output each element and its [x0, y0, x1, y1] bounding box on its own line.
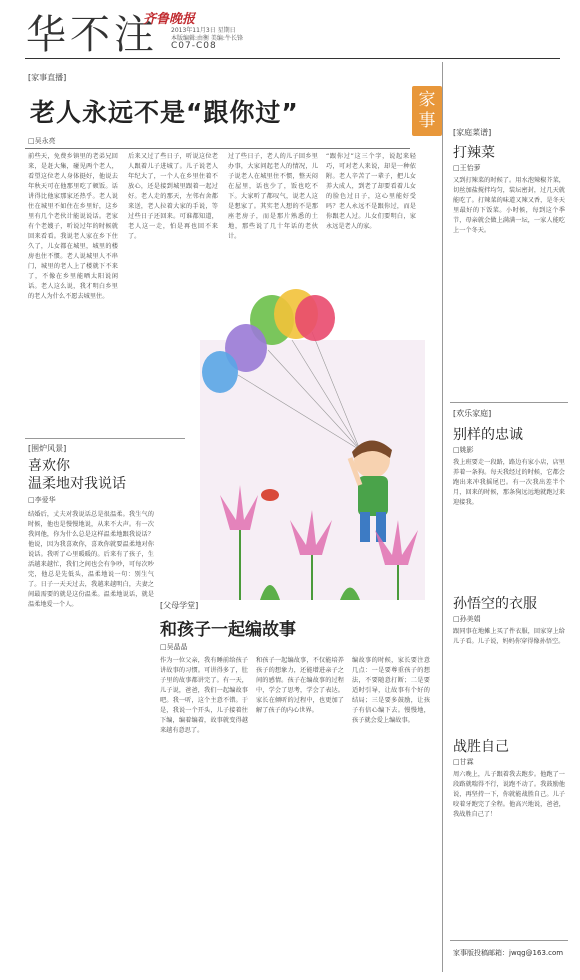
- self-byline: □甘霖: [453, 758, 474, 766]
- left-top-rule: [25, 438, 185, 439]
- loyalty-body: 我上班要走一段路，路边有家小店，店里养着一条狗。每天我经过的时候，它都会跑出来冲我摇尾巴。有一次我出差半个月，回来的时候，那条狗远远地就跑过来迎接我。: [453, 459, 565, 506]
- bottom-byline: □吴晶晶: [160, 643, 188, 651]
- recipe-headline: 打辣菜: [453, 145, 495, 161]
- masthead-rule: [25, 58, 560, 59]
- self-headline: 战胜自己: [453, 739, 509, 755]
- main-col-1: 前些天，免费乡镇里的老弟兄回来，是赶大集，碰见两个老人，看望这位老人身体挺好，他说去年秋天可在他那里吃了顿饭。话讲得比他家那家还热乎。老人说住在城里不如住在乡里好，这乡里有几个老伙计能说说话。老家有个老嫂子，听说过年的时候就回来看看。我说老人家在乡下住久了，儿女都在城里，城里的楼房也住不惯。老人说城里人不串门，城里的老人上了楼就下不来了，不像在乡里能晒太阳说闲话。老人这么说，我才明白乡里的老人为什么不愿去城里住。: [28, 153, 118, 300]
- page-range: C07-C08: [171, 41, 217, 51]
- loyalty-headline: 别样的忠诚: [453, 427, 523, 443]
- bottom-col-3: 编故事的时候，家长要注意几点：一是要尊重孩子的想法，不要随意打断；二是要适时引导，让故事有个好的结局；三是要多鼓励，让孩子有信心编下去。慢慢地，孩子就会爱上编故事。: [352, 657, 430, 724]
- wukong-headline: 孙悟空的衣服: [453, 596, 537, 612]
- editor-line: 本版编辑:由衡 美编:牛长锋: [171, 35, 243, 42]
- main-col-3: 过了些日子，老人的儿子回乡里办事，大家问起老人的情况，儿子说老人在城里住不惯，整天闷在屋里，话也少了，饭也吃不下。大家听了都叹气，说老人这是想家了。其实老人想的不是那座老房子，而是那片熟悉的土地，那些说了几十年话的老伙计。: [228, 153, 318, 240]
- recipe-byline: □王怡萝: [453, 164, 481, 172]
- section-tag-bottom: [父母学堂]: [160, 601, 199, 610]
- section-tag-left: [围炉风景]: [28, 444, 67, 453]
- illustration-boy-balloons: [200, 280, 425, 600]
- section-tag-happy: [欢乐家庭]: [453, 409, 492, 418]
- left-body: 结婚后，丈夫对我说话总是很温柔。我生气的时候，他也是慢慢地说，从来不大声。有一次我问他，你为什么总是这样温柔地跟我说话？他说，因为我喜欢你，喜欢你就要温柔地对你说话。我听了心里暖暖的。后来有了孩子，生活越来越忙，我们之间也会有争吵，可每次吵完，他总是先低头，温柔地说一句：别生气了。日子一天天过去，我越来越明白，夫妻之间最需要的就是这份温柔。温柔地说话，就是温柔地爱一个人。: [28, 511, 154, 608]
- right-divider: [442, 62, 443, 972]
- right-rule-2: [450, 940, 568, 941]
- date-line: 2013年11月3日 星期日: [171, 27, 236, 34]
- loyalty-byline: □姚影: [453, 446, 474, 454]
- wukong-byline: □孙美娟: [453, 615, 481, 623]
- bottom-headline: 和孩子一起编故事: [160, 620, 296, 640]
- main-headline: 老人永远不是“跟你过”: [30, 98, 299, 127]
- family-tag: 家事: [412, 86, 442, 136]
- masthead-title: 华不注: [26, 12, 158, 58]
- main-byline: □吴永亮: [28, 137, 56, 145]
- wukong-body: 跟同事在地摊上买了件衣服，回家穿上给儿子看。儿子说，妈妈你穿得像孙悟空。: [453, 628, 565, 645]
- right-rule-1: [450, 402, 568, 403]
- recipe-body: 又到打辣菜的时候了。用水泡辣椒芥菜，切丝加盐搅拌均匀，装坛密封，过几天就能吃了。打辣菜的味道又辣又香，是冬天里最好的下饭菜。小时候，每到这个季节，母亲就会做上满满一坛，一家人能吃上一个冬天。: [453, 177, 565, 234]
- main-col-2: 后来又过了些日子，听说这位老人跟着儿子进城了。儿子说老人年纪大了，一个人在乡里住着不放心，还是接到城里跟着一起过好。老人走的那天，左邻右舍都来送，老人拉着大家的手说，等过些日子还回来。可谁都知道，老人这一走，怕是再也回不来了。: [128, 153, 218, 240]
- section-tag-main: [家事直播]: [28, 73, 67, 82]
- main-col-4: “跟你过”这三个字，说起来轻巧，可对老人来说，却是一种依附。老人辛苦了一辈子，把儿女养大成人，到老了却要看着儿女的脸色过日子，这心里能好受吗？老人永远不是跟你过，而是你跟老人过。儿女们要明白，家永远是老人的家。: [326, 153, 416, 230]
- section-tag-recipe: [家庭菜谱]: [453, 128, 492, 137]
- self-body: 周六晚上，儿子跟着我去跑步。他跑了一段路就喘得不行，说跑不动了。我鼓励他说，再坚持一下，你就能战胜自己。儿子咬着牙跑完了全程。他高兴地说，爸爸，我战胜自己了！: [453, 771, 565, 818]
- paper-logo: 齐鲁晚报: [143, 12, 196, 27]
- footer-email: 家事版投稿邮箱：jwqg@163.com: [453, 949, 564, 957]
- left-headline: 喜欢你 温柔地对我说话: [28, 458, 126, 492]
- bottom-col-2: 和孩子一起编故事，不仅能培养孩子的想象力，还能增进亲子之间的感情。孩子在编故事的过程中，学会了思考，学会了表达。家长在倾听的过程中，也更加了解了孩子的内心世界。: [256, 657, 344, 714]
- bottom-col-1: 作为一位父亲，我有睡前给孩子讲故事的习惯。可讲得多了，肚子里的故事都讲完了。有一天，儿子说，爸爸，我们一起编故事吧。我一听，这个主意不错。于是，我说一个开头，儿子接着往下编，编着编着，故事就变得越来越有意思了。: [160, 657, 248, 734]
- left-byline: □李爱华: [28, 496, 56, 504]
- main-rule: [25, 148, 410, 149]
